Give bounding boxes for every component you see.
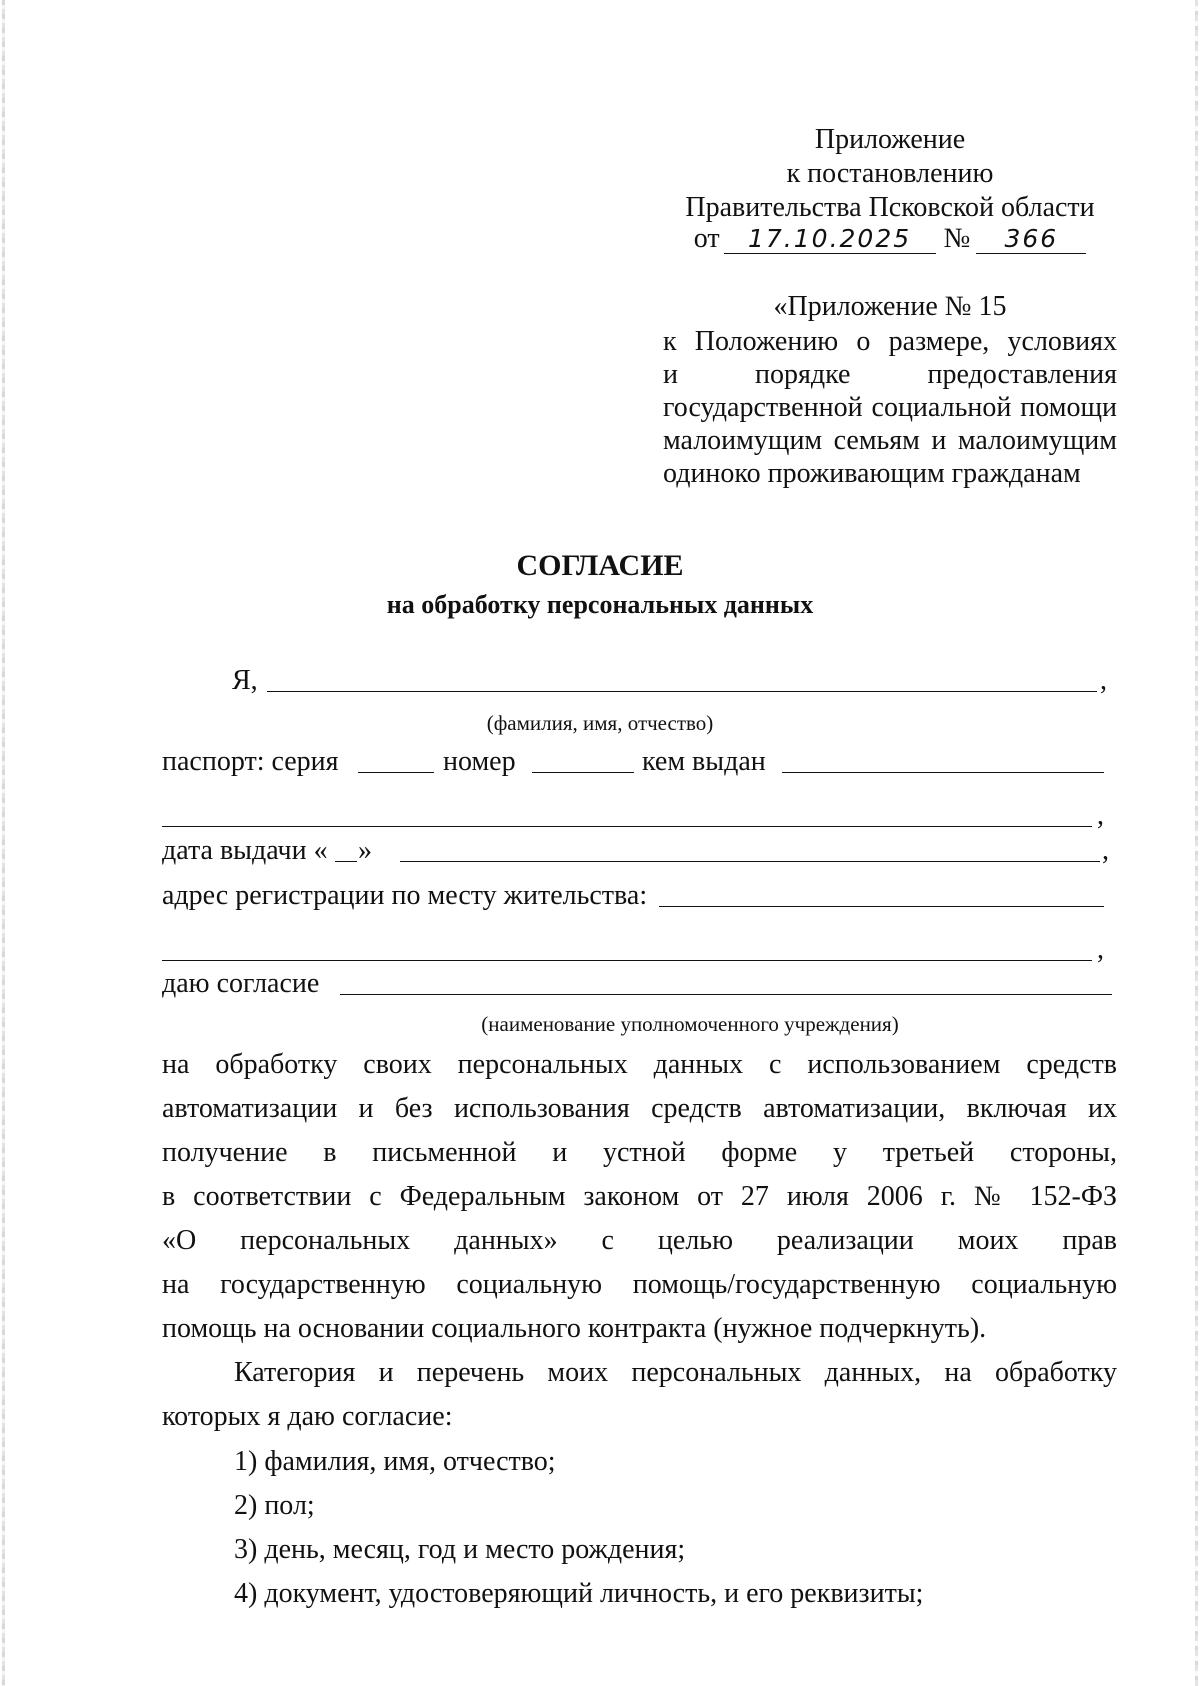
issue-day-field[interactable]: [335, 833, 357, 862]
institution-caption: (наименование уполномоченного учреждения): [481, 1012, 899, 1036]
number-sign: №: [943, 223, 971, 254]
comma: ,: [1097, 800, 1104, 831]
comma: ,: [1097, 934, 1104, 965]
address-field[interactable]: [659, 878, 1104, 907]
appendix-line: одиноко проживающим гражданам: [663, 458, 1081, 489]
document-title: СОГЛАСИЕ: [516, 549, 684, 582]
consent-row: [162, 966, 1117, 1002]
category-line: Категория и перечень моих персональных данных, на обработку: [234, 1357, 1117, 1388]
list-item: 4) документ, удостоверяющий личность, и его реквизиты;: [234, 1578, 924, 1609]
body-line: автоматизации и без использования средств автоматизации, включая их: [162, 1093, 1117, 1124]
address-continuation-row: [162, 932, 1117, 968]
list-item: 2) пол;: [234, 1490, 315, 1521]
appendix-line: и порядке предоставления: [663, 359, 1117, 390]
body-line: «О персональных данных» с целью реализации моих прав: [162, 1225, 1117, 1256]
body-paragraph: [162, 1043, 1117, 1351]
category-list: [162, 1440, 1117, 1616]
appendix-title: «Приложение № 15: [773, 291, 1007, 322]
passport-number-field[interactable]: [532, 744, 634, 773]
address-continuation-field[interactable]: [162, 932, 1092, 961]
body-line: на государственную социальную помощь/государственную социальную: [162, 1269, 1117, 1300]
appendix-line: к Положению о размере, условиях: [663, 326, 1117, 357]
appendix-line: малоимущим семьям и малоимущим: [663, 425, 1117, 456]
passport-series-field[interactable]: [358, 744, 434, 773]
issued-by-continuation-field[interactable]: [162, 798, 1092, 827]
header-line-appendix: Приложение: [814, 124, 966, 155]
issue-date-close: »: [358, 835, 372, 866]
issue-date-row: [162, 833, 1117, 869]
i-label: Я,: [232, 665, 258, 696]
appendix-block: [663, 290, 1117, 490]
issue-date-label: дата выдачи «: [162, 835, 328, 866]
from-label: от: [693, 223, 720, 254]
passport-number-label: номер: [443, 746, 516, 777]
passport-row: [162, 744, 1117, 780]
fio-row: [162, 663, 1117, 699]
institution-field[interactable]: [340, 966, 1112, 995]
comma: ,: [1100, 665, 1107, 696]
fio-field[interactable]: [267, 663, 1097, 692]
scan-right-edge: [1195, 0, 1198, 1686]
address-label: адрес регистрации по месту жительства:: [162, 880, 648, 911]
body-line: получение в письменной и устной форме у третьей стороны,: [162, 1137, 1117, 1168]
address-row: [162, 878, 1117, 914]
consent-label: даю согласие: [162, 968, 320, 999]
category-paragraph: [162, 1351, 1117, 1439]
issued-by-field[interactable]: [782, 744, 1104, 773]
issued-by-continuation-row: [162, 798, 1117, 834]
issued-by-label: кем выдан: [642, 746, 766, 777]
category-line: которых я даю согласие:: [162, 1401, 453, 1432]
handwritten-number: 366: [976, 225, 1086, 254]
body-line: на обработку своих персональных данных с использованием средств: [162, 1049, 1117, 1080]
body-line: в соответствии с Федеральным законом от 27 июля 2006 г. № 152-ФЗ: [162, 1181, 1117, 1212]
document-subtitle: на обработку персональных данных: [386, 590, 814, 619]
issue-date-field[interactable]: [400, 833, 1100, 862]
scan-left-edge: [2, 0, 5, 1686]
list-item: 3) день, месяц, год и место рождения;: [234, 1534, 686, 1565]
header-date-number-line: [663, 222, 1117, 256]
list-item: 1) фамилия, имя, отчество;: [234, 1446, 556, 1477]
body-line: помощь на основании социального контракта (нужное подчеркнуть).: [162, 1313, 987, 1344]
header-line-resolution: к постановлению: [786, 158, 994, 189]
fio-caption: (фамилия, имя, отчество): [486, 711, 714, 735]
appendix-line: государственной социальной помощи: [663, 392, 1117, 423]
header-line-government: Правительства Псковской области: [685, 192, 1095, 223]
comma: ,: [1102, 835, 1109, 866]
handwritten-date: 17.10.2025: [724, 225, 936, 254]
passport-series-label: паспорт: серия: [162, 746, 339, 777]
